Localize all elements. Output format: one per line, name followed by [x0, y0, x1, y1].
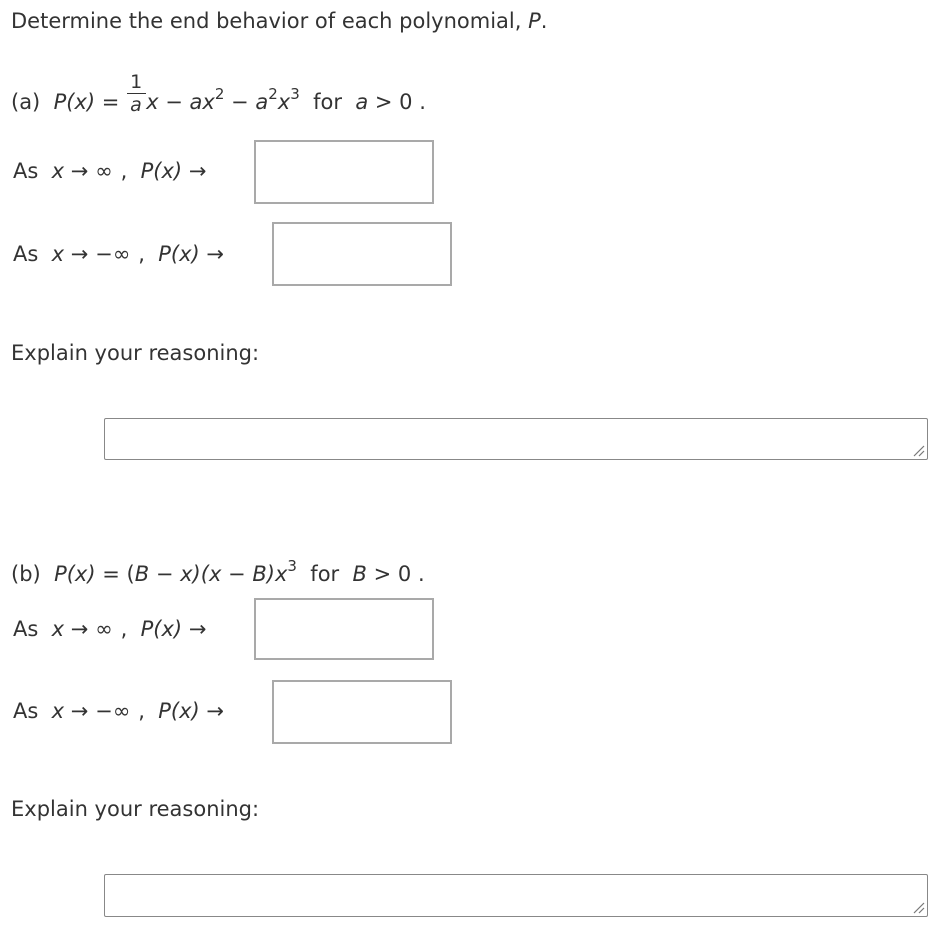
part-b-cond-rest: > 0 .: [373, 562, 425, 586]
part-a-label: (a): [11, 90, 41, 114]
comma: ,: [120, 617, 128, 641]
x-var: x: [51, 699, 65, 723]
part-b-open-paren: (: [126, 562, 135, 586]
part-a-term3-x: x: [277, 90, 291, 114]
part-a-limit-row-pos: [13, 159, 206, 183]
part-a-term2-exp: 2: [214, 85, 225, 103]
limit-value: ∞: [95, 617, 113, 641]
x-var: x: [51, 159, 65, 183]
comma: ,: [138, 242, 145, 266]
part-a-limit-row-neg: [13, 242, 224, 266]
arrow: →: [70, 242, 89, 266]
p-of-x: P(x): [140, 617, 183, 641]
arrow-to: →: [206, 699, 225, 723]
part-a-term3-x-exp: 3: [290, 85, 300, 103]
part-b-explain-textarea[interactable]: [104, 874, 928, 917]
limit-value: ∞: [95, 159, 113, 183]
part-b-for: for: [310, 562, 340, 586]
prompt-text: Determine the end behavior of each polynomial,: [11, 9, 522, 33]
p-of-x: P(x): [140, 159, 183, 183]
part-b-lhs: P(x): [54, 562, 96, 586]
part-b-answer-neg-infinity[interactable]: [272, 680, 452, 744]
part-b-exp: 3: [287, 557, 297, 575]
part-b-cond-var: B: [352, 562, 367, 586]
part-a-minus-2: −: [231, 90, 249, 114]
part-a-term3-a-exp: 2: [268, 85, 278, 103]
part-b-limit-row-neg: [13, 699, 224, 723]
part-b-label: (b): [11, 562, 41, 586]
fraction-numerator: 1: [130, 71, 143, 93]
prompt-variable: P: [528, 9, 541, 33]
part-b-factor1-B: B: [134, 562, 150, 586]
arrow: →: [70, 159, 89, 183]
part-a-explain-label: Explain your reasoning:: [11, 341, 260, 365]
part-a-lhs: P(x): [53, 90, 96, 114]
prompt-end: .: [540, 9, 548, 33]
x-var: x: [51, 617, 65, 641]
fraction-denominator: a: [130, 94, 142, 116]
arrow: →: [70, 699, 89, 723]
part-a-term2-base: ax: [189, 90, 215, 114]
as-label: As: [13, 159, 39, 183]
part-a-answer-pos-infinity[interactable]: [254, 140, 434, 204]
part-b-factor2-B: B: [252, 562, 267, 586]
arrow: →: [70, 617, 89, 641]
part-a-term1-var: x: [146, 90, 159, 114]
arrow-to: →: [188, 159, 207, 183]
as-label: As: [13, 617, 39, 641]
part-b-explain-label: Explain your reasoning:: [11, 797, 260, 821]
part-b-answer-pos-infinity[interactable]: [254, 598, 434, 660]
p-of-x: P(x): [158, 242, 200, 266]
part-b-equals: =: [102, 562, 120, 586]
limit-value: −∞: [95, 242, 131, 266]
resize-grip-icon[interactable]: [911, 443, 925, 457]
part-b-close: )x: [266, 562, 288, 586]
part-a-equals: =: [101, 90, 120, 114]
arrow-to: →: [188, 617, 207, 641]
arrow-to: →: [206, 242, 225, 266]
part-a-equation: [11, 71, 426, 116]
part-a-minus-1: −: [165, 90, 183, 114]
part-b-limit-row-pos: [13, 617, 206, 641]
x-var: x: [51, 242, 65, 266]
part-a-answer-neg-infinity[interactable]: [272, 222, 452, 286]
part-a-cond-var: a: [355, 90, 369, 114]
comma: ,: [120, 159, 128, 183]
part-a-for: for: [313, 90, 342, 114]
part-b-factor-middle: − x)(x −: [155, 562, 246, 586]
limit-value: −∞: [95, 699, 131, 723]
question-prompt: [11, 9, 547, 33]
part-a-term3-a: a: [255, 90, 269, 114]
comma: ,: [138, 699, 145, 723]
part-b-equation: [11, 557, 425, 586]
as-label: As: [13, 699, 39, 723]
part-a-fraction: [127, 71, 145, 116]
part-a-cond-rest: > 0 .: [374, 90, 426, 114]
part-a-explain-textarea[interactable]: [104, 418, 928, 460]
as-label: As: [13, 242, 39, 266]
resize-grip-icon[interactable]: [911, 900, 925, 914]
p-of-x: P(x): [158, 699, 200, 723]
